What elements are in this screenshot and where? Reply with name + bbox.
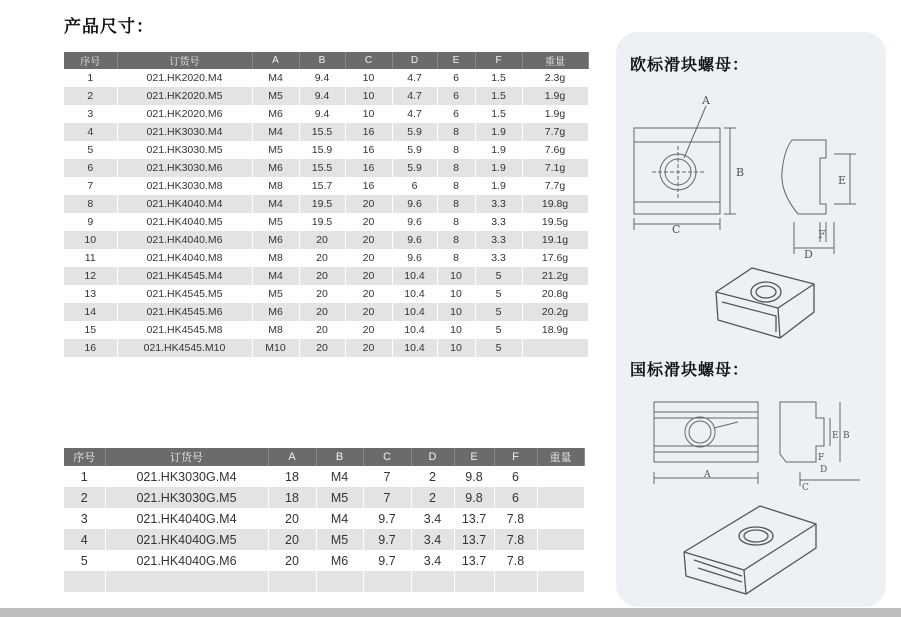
table-cell: 7 [363,466,411,487]
table-cell: 7.1g [522,159,588,177]
table-row [64,466,584,487]
table-header-row [64,52,588,69]
table-cell: 5 [475,285,522,303]
table-cell: 8 [437,249,475,267]
table-cell: 9.6 [392,231,437,249]
table-cell: 6 [437,87,475,105]
table-row [64,571,584,592]
table-cell: 10.4 [392,339,437,357]
gb-nut-3d-sketch [676,496,826,600]
column-header: B [299,52,345,69]
dim-label-c: C [672,223,681,236]
table-cell: 9.6 [392,195,437,213]
dim-label-b: B [736,166,745,179]
table-cell: 6 [437,69,475,87]
table-cell: 9.4 [299,105,345,123]
column-header: 重量 [522,52,588,69]
table-cell: 10.4 [392,303,437,321]
table-cell: 3.4 [411,508,454,529]
table-cell: 021.HK4545.M4 [117,267,252,285]
table-cell [454,571,494,592]
table-cell: 021.HK3030G.M4 [105,466,268,487]
column-header: 订货号 [117,52,252,69]
table-cell: 15.7 [299,177,345,195]
table-cell: 021.HK3030.M8 [117,177,252,195]
table-cell: 5.9 [392,123,437,141]
table-cell: 1.9 [475,123,522,141]
table-cell: 13 [64,285,117,303]
table-cell [64,571,105,592]
table-cell: 20 [299,339,345,357]
table-cell: 20 [345,285,392,303]
table-cell: 20 [268,550,316,571]
table-row [64,339,588,357]
table-cell: 021.HK3030.M6 [117,159,252,177]
table-row [64,141,588,159]
table-cell: 9.6 [392,249,437,267]
column-header: C [363,448,411,466]
table-cell: 5.9 [392,159,437,177]
table-cell: 20 [345,339,392,357]
table-cell: 20 [345,231,392,249]
table-cell: 1.5 [475,105,522,123]
table-cell: 7.8 [494,508,537,529]
table-cell: M6 [252,105,299,123]
dim-label-a: A [702,94,710,107]
table-cell: 9.7 [363,529,411,550]
table-cell: 15.5 [299,123,345,141]
table-row [64,321,588,339]
table-cell: 021.HK4545.M10 [117,339,252,357]
table-cell: 1.5 [475,69,522,87]
table-cell: M4 [316,508,363,529]
table-row [64,159,588,177]
column-header: B [316,448,363,466]
table-cell: M5 [252,141,299,159]
table-row [64,550,584,571]
gb-spec-table [64,448,585,592]
table-row [64,177,588,195]
table-cell: 19.8g [522,195,588,213]
table-cell [252,357,299,375]
table-cell: 7.8 [494,529,537,550]
table-cell: 20 [268,508,316,529]
table-cell [494,571,537,592]
table-cell: 3.3 [475,231,522,249]
table-cell: 1.5 [475,87,522,105]
gb-dim-label-d: D [820,465,828,475]
table-cell: 021.HK4040G.M4 [105,508,268,529]
table-cell: M6 [252,231,299,249]
dim-label-e: E [838,174,847,187]
table-cell: 16 [345,141,392,159]
table-cell: M8 [252,321,299,339]
table-cell: 20 [345,267,392,285]
table-cell: 8 [437,231,475,249]
table-cell: 8 [437,123,475,141]
table-cell: 7 [363,487,411,508]
table-header-row [64,448,584,466]
gb-dim-label-c: C [802,483,809,493]
table-cell: 5 [475,321,522,339]
euro-spec-table [64,52,589,375]
table-cell: 10 [437,303,475,321]
table-cell: 3.3 [475,213,522,231]
table-cell: 4.7 [392,69,437,87]
gb-dim-label-a: A [704,470,711,480]
table-cell: 20 [299,249,345,267]
table-cell: M4 [252,69,299,87]
table-cell: 20 [268,529,316,550]
table-cell: 7.8 [494,550,537,571]
table-cell: 9.7 [363,508,411,529]
table-cell: 4 [64,529,105,550]
table-cell [411,571,454,592]
table-cell: 9.6 [392,213,437,231]
table-cell [299,357,345,375]
column-header: C [345,52,392,69]
table-cell: 021.HK4040.M5 [117,213,252,231]
table-cell: 6 [494,466,537,487]
column-header: F [475,52,522,69]
table-cell: 15.9 [299,141,345,159]
gb-nut-drawing [650,394,872,494]
table-cell: 021.HK3030.M4 [117,123,252,141]
table-cell [522,357,588,375]
table-row [64,231,588,249]
column-header: 重量 [537,448,584,466]
table-row [64,267,588,285]
table-cell: M6 [252,303,299,321]
column-header: D [392,52,437,69]
table-cell: M6 [252,159,299,177]
table-cell: 9.8 [454,466,494,487]
table-row [64,87,588,105]
table-cell [345,357,392,375]
table-cell: 5 [475,339,522,357]
table-cell: 15 [64,321,117,339]
table-cell [522,339,588,357]
table-cell: 021.HK3030G.M5 [105,487,268,508]
table-cell: 11 [64,249,117,267]
table-cell: 16 [345,177,392,195]
table-cell [537,487,584,508]
table-cell: 6 [392,177,437,195]
table-cell: 9.8 [454,487,494,508]
table-cell: 17.6g [522,249,588,267]
table-cell: 10.4 [392,285,437,303]
table-cell: 7.7g [522,177,588,195]
euro-nut-title: 欧标滑块螺母： [630,55,750,74]
table-cell: 021.HK2020.M6 [117,105,252,123]
table-cell: 10 [345,105,392,123]
table-row [64,123,588,141]
table-cell: 10 [437,339,475,357]
table-cell: 20 [345,195,392,213]
table-cell: 19.1g [522,231,588,249]
table-cell: M4 [252,267,299,285]
table-cell: M6 [316,550,363,571]
table-cell [64,357,117,375]
table-cell: 3.4 [411,529,454,550]
table-cell: 6 [494,487,537,508]
table-cell: 1 [64,69,117,87]
table-cell: 021.HK2020.M5 [117,87,252,105]
table-cell: 7.7g [522,123,588,141]
table-cell [316,571,363,592]
dim-label-f: F [818,228,826,241]
table-cell: 20 [299,267,345,285]
table-cell [363,571,411,592]
column-header: E [437,52,475,69]
table-cell: 14 [64,303,117,321]
table-cell: 3 [64,508,105,529]
table-cell: 021.HK4040.M6 [117,231,252,249]
table-cell [268,571,316,592]
table-cell: 9.7 [363,550,411,571]
table-cell: 021.HK4545.M6 [117,303,252,321]
table-cell: 021.HK4545.M5 [117,285,252,303]
page-title: 产品尺寸： [64,17,154,37]
table-cell: 12 [64,267,117,285]
table-cell: 9.4 [299,87,345,105]
table-cell: 9.4 [299,69,345,87]
table-cell: 7.6g [522,141,588,159]
table-cell: 20 [299,321,345,339]
table-cell: M10 [252,339,299,357]
table-cell: 6 [64,159,117,177]
euro-nut-3d-sketch [706,262,826,346]
table-cell: M4 [316,466,363,487]
table-cell [537,508,584,529]
table-cell [392,357,437,375]
table-cell: M4 [252,195,299,213]
table-cell: 8 [437,141,475,159]
table-cell: 1.9g [522,87,588,105]
table-cell: 13.7 [454,529,494,550]
table-cell: 5 [64,550,105,571]
table-cell: 8 [437,159,475,177]
table-cell [537,550,584,571]
table-cell: M5 [252,285,299,303]
table-cell: 20 [345,321,392,339]
table-cell: 13.7 [454,550,494,571]
table-cell: 021.HK4040G.M6 [105,550,268,571]
table-row [64,213,588,231]
table-cell: 20.8g [522,285,588,303]
table-cell: 7 [64,177,117,195]
column-header: 订货号 [105,448,268,466]
table-cell: 16 [345,159,392,177]
table-cell: 5 [64,141,117,159]
table-row [64,487,584,508]
table-cell: 10 [437,267,475,285]
table-cell [475,357,522,375]
table-cell: 18 [268,487,316,508]
table-cell: 021.HK4040G.M5 [105,529,268,550]
dim-label-d: D [804,248,813,261]
table-cell: M4 [252,123,299,141]
table-cell: 1.9 [475,159,522,177]
table-cell [537,529,584,550]
table-cell: 18.9g [522,321,588,339]
table-cell: 4 [64,123,117,141]
table-row [64,195,588,213]
table-cell: 1.9 [475,177,522,195]
table-cell: M5 [252,213,299,231]
table-cell: 20 [299,285,345,303]
table-cell: 19.5g [522,213,588,231]
gb-dim-label-f: F [818,453,825,463]
table-cell: 5.9 [392,141,437,159]
table-cell [105,571,268,592]
table-row [64,69,588,87]
table-cell: 19.5 [299,213,345,231]
table-cell: 1 [64,466,105,487]
table-cell: 16 [345,123,392,141]
table-cell: 8 [437,213,475,231]
table-cell: M8 [252,249,299,267]
table-cell: 021.HK4040.M8 [117,249,252,267]
table-cell: 2 [411,466,454,487]
bottom-divider [0,608,901,617]
table-cell: 21.2g [522,267,588,285]
table-cell: 10.4 [392,321,437,339]
table-cell: 10 [64,231,117,249]
table-cell: 8 [64,195,117,213]
table-cell: 20 [299,303,345,321]
table-cell [437,357,475,375]
table-cell: 5 [475,267,522,285]
table-cell: 10 [345,69,392,87]
table-cell: M5 [316,487,363,508]
table-cell: 8 [437,177,475,195]
table-cell: 4.7 [392,105,437,123]
table-cell: 3.3 [475,195,522,213]
table-cell: 5 [475,303,522,321]
table-cell: 8 [437,195,475,213]
table-cell: 6 [437,105,475,123]
table-cell: 2 [64,487,105,508]
column-header: A [252,52,299,69]
table-row [64,285,588,303]
table-cell: 021.HK3030.M5 [117,141,252,159]
table-cell: 3.3 [475,249,522,267]
table-cell: 021.HK2020.M4 [117,69,252,87]
table-cell: 15.5 [299,159,345,177]
table-cell: 20 [345,213,392,231]
table-cell: 1.9g [522,105,588,123]
column-header: E [454,448,494,466]
table-cell: 13.7 [454,508,494,529]
table-cell: M8 [252,177,299,195]
table-cell: 20.2g [522,303,588,321]
table-cell: 10.4 [392,267,437,285]
table-cell: 18 [268,466,316,487]
gb-dim-label-e: E [832,431,839,441]
table-cell: 2.3g [522,69,588,87]
euro-nut-drawing [622,92,872,262]
table-cell: M5 [252,87,299,105]
column-header: F [494,448,537,466]
table-cell: 10 [345,87,392,105]
table-row [64,249,588,267]
table-cell: 4.7 [392,87,437,105]
table-cell: 10 [437,285,475,303]
gb-nut-title: 国标滑块螺母： [630,360,750,379]
table-cell [537,466,584,487]
column-header: D [411,448,454,466]
table-row [64,529,584,550]
table-cell: 3.4 [411,550,454,571]
gb-dim-label-b: B [843,431,850,441]
table-cell: 021.HK4040.M4 [117,195,252,213]
table-cell: 19.5 [299,195,345,213]
table-cell [537,571,584,592]
table-cell: 9 [64,213,117,231]
table-cell: 20 [345,303,392,321]
table-cell: 2 [64,87,117,105]
table-cell [117,357,252,375]
table-cell: 16 [64,339,117,357]
table-cell: 1.9 [475,141,522,159]
table-cell: 20 [299,231,345,249]
column-header: A [268,448,316,466]
table-cell: 021.HK4545.M8 [117,321,252,339]
column-header: 序号 [64,52,117,69]
table-cell: 10 [437,321,475,339]
table-row [64,105,588,123]
table-cell: 20 [345,249,392,267]
table-cell: 2 [411,487,454,508]
table-row [64,357,588,375]
table-row [64,303,588,321]
table-cell: M5 [316,529,363,550]
table-cell: 3 [64,105,117,123]
column-header: 序号 [64,448,105,466]
table-row [64,508,584,529]
